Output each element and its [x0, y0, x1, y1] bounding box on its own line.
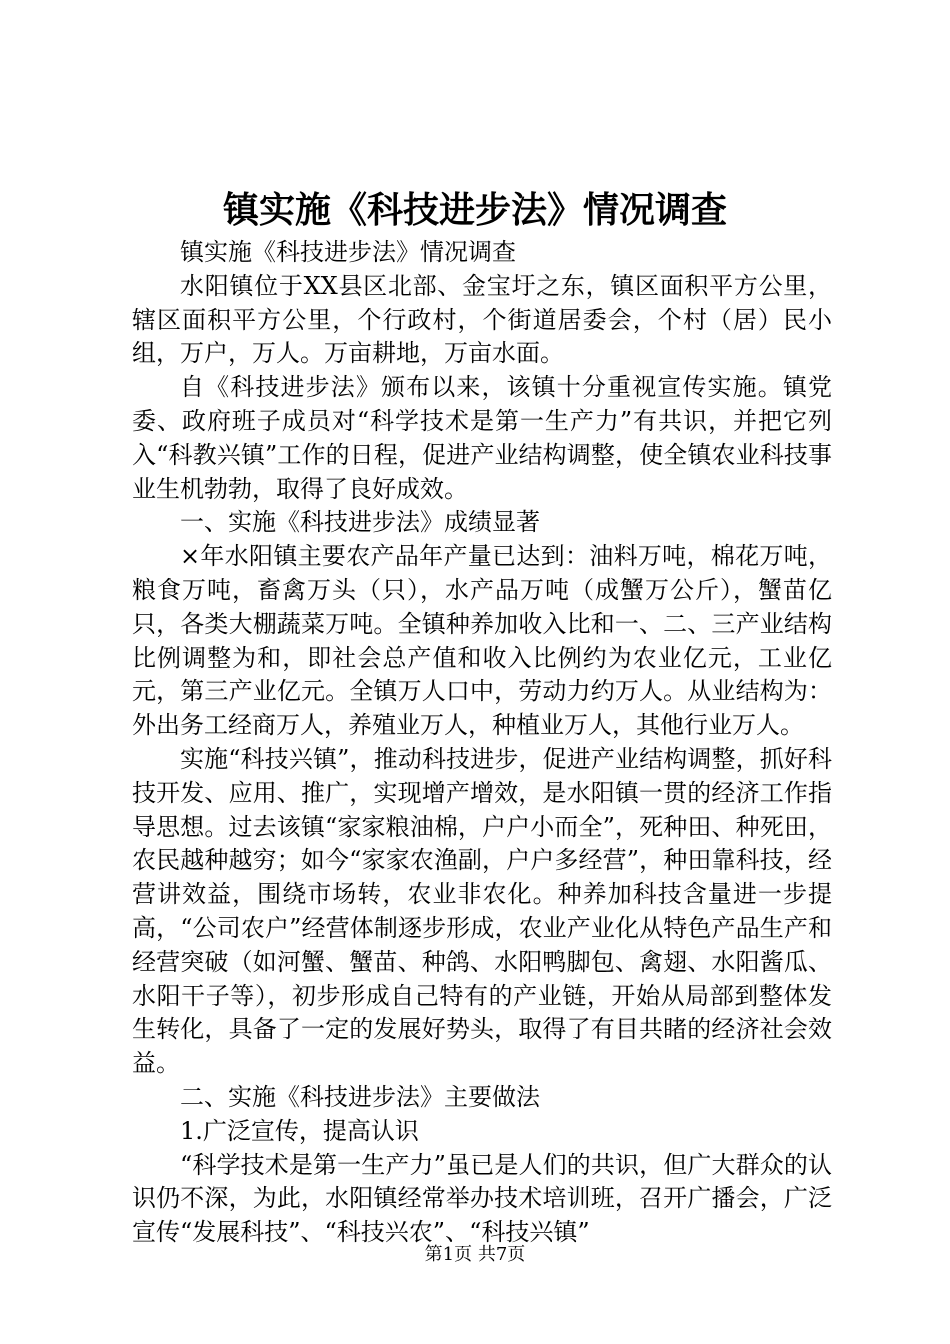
paragraph-since-law: 自《科技进步法》颁布以来，该镇十分重视宣传实施。镇党委、政府班子成员对“科学技术是第一生产力”有共识，并把它列入“科教兴镇”工作的日程，促进产业结构调整，使全镇农业科技事业生机勃勃，取得了良好成效。: [132, 373, 832, 503]
paragraph-publicity: “科学技术是第一生产力”虽已是人们的共识，但广大群众的认识仍不深，为此，水阳镇经常举办技术培训班，召开广播会，广泛宣传“发展科技”、“科技兴农”、“科技兴镇”: [132, 1150, 832, 1247]
subsection-heading-1: 1.广泛宣传，提高认识: [180, 1116, 419, 1145]
subtitle-paragraph: 镇实施《科技进步法》情况调查: [180, 238, 516, 266]
paragraph-production: ×年水阳镇主要农产品年产量已达到：油料万吨，棉花万吨，粮食万吨，畜禽万头（只），水产品万吨（成蟹万公斤），蟹苗亿只，各类大棚蔬菜万吨。全镇种养加收入比和一、二、三产业结构比例调整为和，即社会总产值和收入比例约为农业亿元，工业亿元，第三产业亿元。全镇万人口中，劳动力约万人。从业结构为：外出务工经商万人，养殖业万人，种植业万人，其他行业万人。: [132, 542, 832, 740]
page-number-footer: 第1页 共7页: [424, 1244, 526, 1265]
paragraph-location: 水阳镇位于XX县区北部、金宝圩之东，镇区面积平方公里，辖区面积平方公里，个行政村，个街道居委会，个村（居）民小组，万户，万人。万亩耕地，万亩水面。: [132, 271, 832, 368]
document-title: 镇实施《科技进步法》情况调查: [222, 189, 727, 231]
document-body: [132, 236, 832, 1250]
paragraph-tech-town: 实施“科技兴镇”，推动科技进步，促进产业结构调整，抓好科技开发、应用、推广，实现增产增效，是水阳镇一贯的经济工作指导思想。过去该镇“家家粮油棉，户户小而全”，死种田、种死田，农民越种越穷；如今“家家农渔副，户户多经营”，种田靠科技，经营讲效益，围绕市场转，农业非农化。种养加科技含量进一步提高，“公司农户”经营体制逐步形成，农业产业化从特色产品生产和经营突破（如河蟹、蟹苗、种鸽、水阳鸭脚包、禽翅、水阳酱瓜、水阳干子等），初步形成自己特有的产业链，开始从局部到整体发生转化，具备了一定的发展好势头，取得了有目共睹的经济社会效益。: [132, 744, 832, 1078]
section-heading-2: 二、实施《科技进步法》主要做法: [180, 1082, 540, 1111]
section-heading-1: 一、实施《科技进步法》成绩显著: [180, 508, 540, 537]
